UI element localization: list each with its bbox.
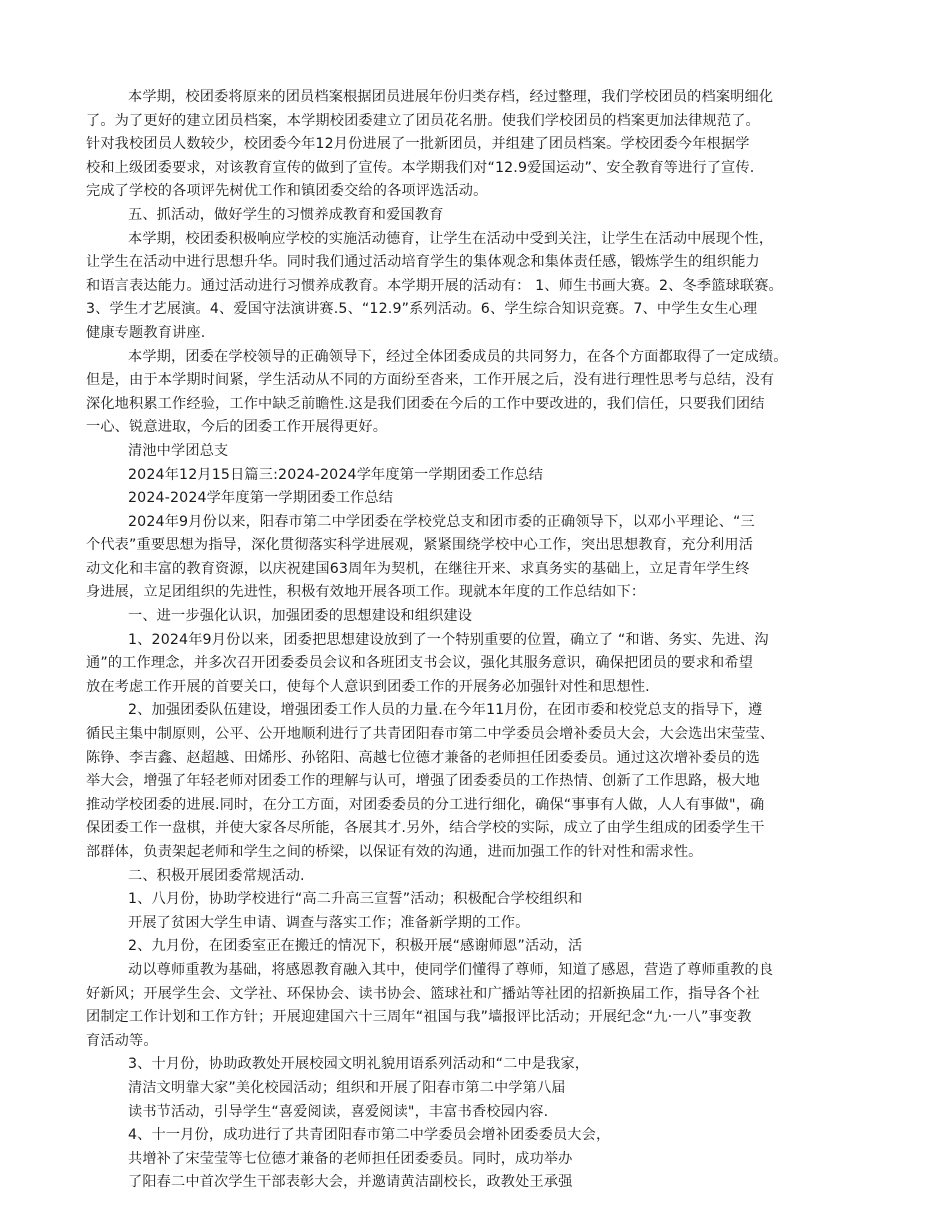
text-line: 举大会，增强了年轻老师对团委工作的理解与认可，增强了团委委员的工作热情、创新了工作思路，极大地 — [86, 773, 760, 790]
text-line: 本学期，校团委将原来的团员档案根据团员进展年份归类存档，经过整理，我们学校团员的档案明细化 — [128, 89, 774, 105]
text-line: 2024年9月份以来，阳春市第二中学团委在学校党总支和团市委的正确领导下，以邓小平理论、“三 — [128, 513, 755, 530]
text-line: 本学期，校团委积极响应学校的实施活动德育，让学生在活动中受到关注，让学生在活动中展现个性， — [128, 230, 774, 247]
text-line: 3、十月份，协助政教处开展校园文明礼貌用语系列活动和“二中是我家， — [128, 1056, 590, 1073]
text-line: 2024年12月15日篇三:2024-2024学年度第一学期团委工作总结 — [128, 466, 544, 483]
text-line: 2024-2024学年度第一学期团委工作总结 — [128, 490, 394, 507]
text-line: 本学期，团委在学校领导的正确领导下，经过全体团委成员的共同努力，在各个方面都取得了一定成绩。 — [128, 348, 788, 365]
text-line: 二、积极开展团委常规活动. — [128, 867, 305, 884]
text-line: 但是，由于本学期时间紧，学生活动从不同的方面纷至沓来，工作开展之后，没有进行理性思考与总结，没有 — [86, 372, 775, 389]
text-line: 动文化和丰富的教育资源，以庆祝建国63周年为契机，在继往开来、求真务实的基础上，立足青年学生终 — [86, 560, 750, 577]
text-line: 陈铮、李吉鑫、赵超越、田烯彤、孙铭阳、高越七位德才兼备的老师担任团委委员。通过这次增补委员的选 — [86, 749, 760, 766]
text-line: 1、八月份，协助学校进行“高二升高三宣誓”活动；积极配合学校组织和 — [128, 891, 583, 908]
text-line: 完成了学校的各项评先树优工作和镇团委交给的各项评选活动。 — [86, 183, 488, 200]
text-line: 循民主集中制原则，公平、公开地顺利进行了共青团阳春市第二中学委员会增补委员大会，大会选出宋莹莹、 — [86, 726, 775, 743]
text-line: 保团委工作一盘棋，并使大家各尽所能，各展其才.另外，结合学校的实际，成立了由学生组成的团委学生干 — [86, 820, 765, 837]
text-line: 校和上级团委要求，对该教育宣传的做到了宣传。本学期我们对“12.9爱国运动”、安全教育等进行了宣传. — [86, 159, 755, 176]
text-line: 4、十一月份，成功进行了共青团阳春市第二中学委员会增补团委委员大会， — [128, 1127, 611, 1144]
text-line: 个代表”重要思想为指导，深化贯彻落实科学进展观，紧紧围绕学校中心工作，突出思想教育，充分利用活 — [86, 537, 754, 554]
text-line: 健康专题教育讲座. — [86, 324, 206, 341]
text-line: 好新风；开展学生会、文学社、环保协会、读书协会、篮球社和广播站等社团的招新换届工作，指导各个社 — [86, 985, 760, 1002]
text-line: 读书节活动，引导学生“喜爱阅读，喜爱阅读"，丰富书香校园内容. — [128, 1103, 549, 1120]
text-line: 深化地积累工作经验，工作中缺乏前瞻性.这是我们团委在今后的工作中要改进的，我们信任，只要我们团结 — [86, 395, 765, 412]
text-line: 3、学生才艺展演。4、爱国守法演讲赛.5、“12.9”系列活动。6、学生综合知识竞赛。7、中学生女生心理 — [86, 301, 758, 318]
text-line: 育活动等。 — [86, 1032, 158, 1049]
text-line: 通”的工作理念，并多次召开团委委员会议和各班团支书会议，强化其服务意识，确保把团员的要求和希望 — [86, 655, 754, 672]
text-line: 一心、锐意进取，今后的团委工作开展得更好。 — [86, 419, 388, 436]
text-line: 推动学校团委的进展.同时，在分工方面，对团委委员的分工进行细化，确保“事事有人做，人人有事做"，确 — [86, 796, 765, 813]
text-line: 2、加强团委队伍建设，增强团委工作人员的力量.在今年11月份，在团市委和校党总支的指导下，遵 — [128, 702, 763, 719]
text-line: 放在考虑工作开展的首要关口，使每个人意识到团委工作的开展务必加强针对性和思想性. — [86, 678, 650, 695]
text-line: 2、九月份，在团委室正在搬迁的情况下，积极开展“感谢师恩”活动，活 — [128, 938, 583, 955]
text-line: 开展了贫困大学生申请、调查与落实工作；准备新学期的工作。 — [128, 914, 530, 931]
text-line: 一、进一步强化认识，加强团委的思想建设和组织建设 — [128, 608, 473, 625]
document-body — [86, 86, 886, 1195]
text-line: 部群体，负责架起老师和学生之间的桥梁，以保证有效的沟通，进而加强工作的针对性和需求性。 — [86, 844, 703, 860]
text-line: 针对我校团员人数较少，校团委今年12月份进展了一批新团员，并组建了团员档案。学校团委今年根据学 — [86, 136, 750, 153]
text-line: 动以尊师重教为基础，将感恩教育融入其中，使同学们懂得了尊师，知道了感恩，营造了尊师重教的良 — [128, 961, 774, 978]
text-line: 清池中学团总支 — [128, 442, 229, 459]
text-line: 五、抓活动，做好学生的习惯养成教育和爱国教育 — [128, 206, 444, 223]
text-line: 了阳春二中首次学生干部表彰大会，并邀请黄洁副校长，政教处王承强 — [128, 1174, 573, 1191]
text-line: 团制定工作计划和工作方针；开展迎建国六十三周年“祖国与我”墙报评比活动；开展纪念“九·一八”事变教 — [86, 1009, 752, 1026]
text-line: 共增补了宋莹莹等七位德才兼备的老师担任团委委员。同时，成功举办 — [128, 1150, 573, 1167]
text-line: 让学生在活动中进行思想升华。同时我们通过活动培育学生的集体观念和集体责任感，锻炼学生的组织能力 — [86, 254, 760, 271]
text-line: 了。为了更好的建立团员档案，本学期校团委建立了团员花名册。使我们学校团员的档案更加法律规范了。 — [86, 112, 760, 129]
text-line: 清洁文明靠大家”美化校园活动；组织和开展了阳春市第二中学第八届 — [128, 1079, 566, 1096]
text-line: 和语言表达能力。通过活动进行习惯养成教育。本学期开展的活动有： 1、师生书画大赛。2、冬季篮球联赛。 — [86, 277, 783, 294]
text-line: 1、2024年9月份以来，团委把思想建设放到了一个特别重要的位置，确立了 “和谐、务实、先进、沟 — [128, 631, 769, 648]
text-line: 身进展，立足团组织的先进性，积极有效地开展各项工作。现就本年度的工作总结如下： — [86, 584, 646, 601]
